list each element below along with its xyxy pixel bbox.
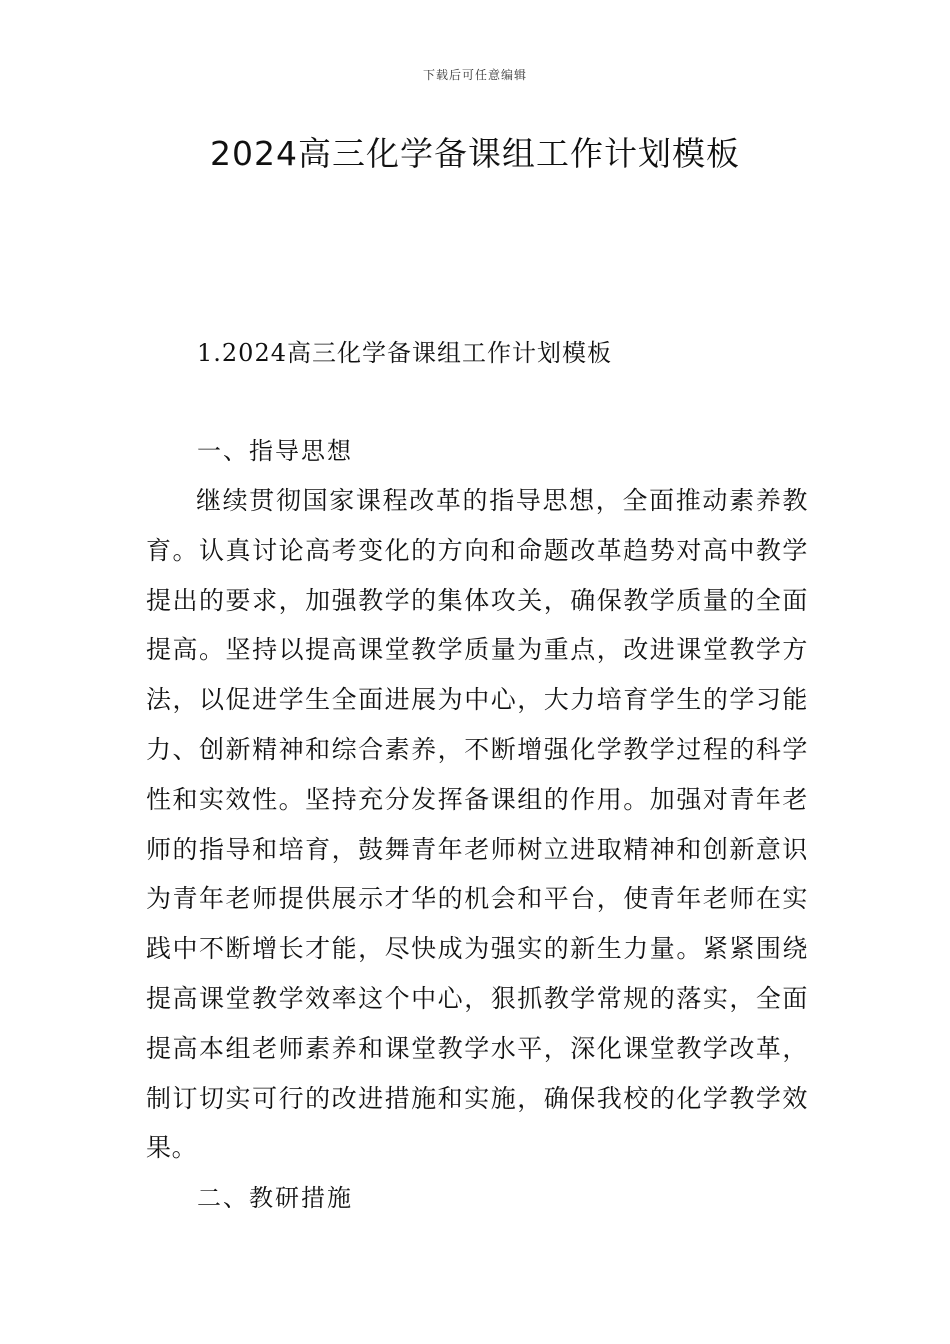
section-heading-guiding-thought: 一、指导思想 (197, 437, 353, 465)
document-title: 2024高三化学备课组工作计划模板 (210, 134, 740, 173)
document-subtitle: 1.2024高三化学备课组工作计划模板 (197, 339, 612, 367)
header-note: 下载后可任意编辑 (422, 68, 527, 82)
section-heading-teaching-research: 二、教研措施 (197, 1184, 353, 1212)
section-body-guiding-thought: 继续贯彻国家课程改革的指导思想，全面推动素养教育。认真讨论高考变化的方向和命题改革趋势对高中教学提出的要求，加强教学的集体攻关，确保教学质量的全面提高。坚持以提高课堂教学质量为重点，改进课堂教学方法，以促进学生全面进展为中心，大力培育学生的学习能力、创新精神和综合素养，不断增强化学教学过程的科学性和实效性。坚持充分发挥备课组的作用。加强对青年老师的指导和培育，鼓舞青年老师树立进取精神和创新意识为青年老师提供展示才华的机会和平台，使青年老师在实践中不断增长才能，尽快成为强实的新生力量。紧紧围绕提高课堂教学效率这个中心，狠抓教学常规的落实，全面提高本组老师素养和课堂教学水平，深化课堂教学改革，制订切实可行的改进措施和实施，确保我校的化学教学效果。 (146, 486, 808, 1163)
